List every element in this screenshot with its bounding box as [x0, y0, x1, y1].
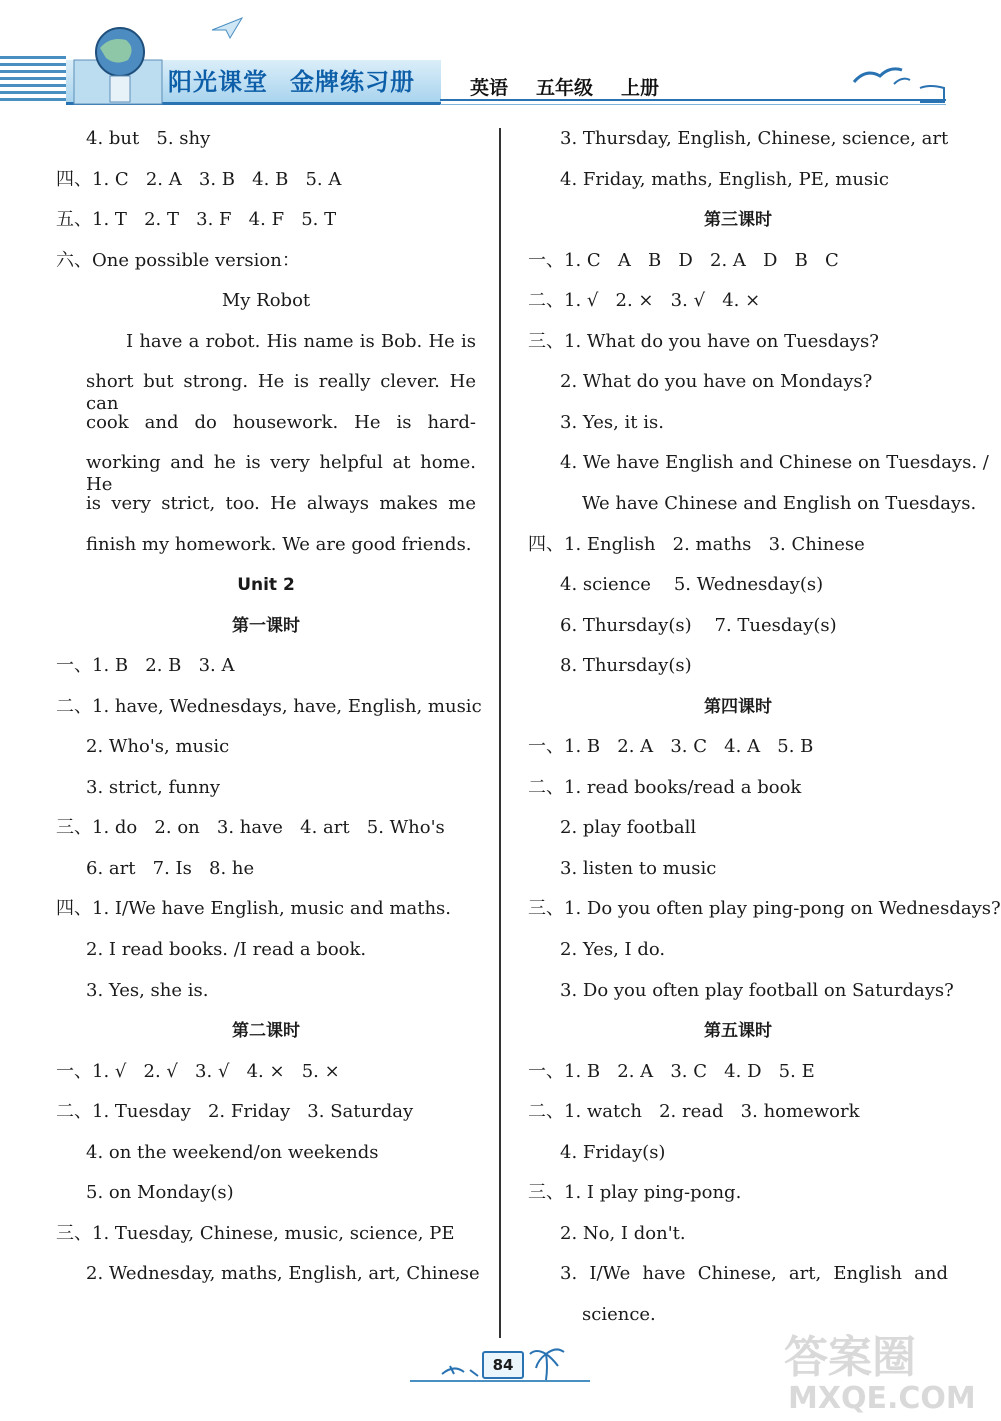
- watermark-logo: [780, 1320, 976, 1416]
- answer-line: 2. Wednesday, maths, English, art, Chinese: [86, 1263, 480, 1285]
- answer-line: finish my homework. We are good friends.: [86, 533, 472, 555]
- answer-line: 六、One possible version：: [56, 249, 300, 271]
- answer-line: 2. Who's, music: [86, 736, 230, 758]
- answer-line: 6. Thursday(s) 7. Tuesday(s): [560, 614, 837, 636]
- answer-line: 6. art 7. Is 8. he: [86, 857, 255, 879]
- answer-line: 4. science 5. Wednesday(s): [560, 574, 824, 596]
- answer-line: 二、1. read books/read a book: [528, 776, 802, 798]
- globe-icon: [70, 18, 170, 106]
- answer-line: 4. but 5. shy: [86, 128, 211, 149]
- section-heading: 第一课时: [232, 615, 300, 636]
- answer-line: 五、1. T 2. T 3. F 4. F 5. T: [56, 209, 337, 231]
- answer-line: 四、1. C 2. A 3. B 4. B 5. A: [56, 168, 342, 190]
- brand-name: 阳光课堂: [168, 68, 268, 96]
- answer-line: We have Chinese and English on Tuesdays.: [582, 492, 977, 514]
- answer-line: 4. Friday, maths, English, PE, music: [560, 168, 890, 190]
- subject: 英语: [470, 77, 509, 99]
- answer-line: science.: [582, 1303, 656, 1325]
- answer-line: 2. What do you have on Mondays?: [560, 371, 873, 393]
- answer-line: 3. Do you often play football on Saturdays?: [560, 979, 954, 1001]
- answer-line: 一、1. C A B D 2. A D B C: [528, 249, 839, 271]
- answer-line: 二、1. watch 2. read 3. homework: [528, 1101, 860, 1123]
- answer-line: 3. Yes, it is.: [560, 411, 664, 433]
- answer-line: 4. We have English and Chinese on Tuesdays. /: [560, 452, 989, 474]
- footer-flourish-left-icon: [440, 1352, 480, 1382]
- answer-line: 二、1. √ 2. × 3. √ 4. ×: [528, 290, 761, 312]
- answer-line: I have a robot. His name is Bob. He is: [126, 330, 476, 352]
- answer-line: working and he is very helpful at home. He: [86, 452, 476, 496]
- answer-line: is very strict, too. He always makes me: [86, 492, 476, 514]
- section-heading: 第四课时: [704, 696, 772, 717]
- answer-line: 2. Yes, I do.: [560, 939, 666, 960]
- answer-line: 一、1. B 2. A 3. C 4. A 5. B: [528, 736, 814, 758]
- answer-line: 3. I/We have Chinese, art, English and: [560, 1263, 948, 1285]
- answer-line: 3. strict, funny: [86, 776, 221, 798]
- page-header: [0, 0, 960, 118]
- answer-line: 4. Friday(s): [560, 1141, 666, 1163]
- answer-line: 3. Thursday, English, Chinese, science, art: [560, 128, 949, 149]
- answer-line: 一、1. √ 2. √ 3. √ 4. × 5. ×: [56, 1060, 340, 1082]
- answer-line: 三、1. do 2. on 3. have 4. art 5. Who's: [56, 817, 445, 839]
- answer-line: 三、1. What do you have on Tuesdays?: [528, 330, 879, 352]
- subject-info: [470, 73, 687, 100]
- answer-line: My Robot: [221, 290, 311, 312]
- svg-text:MXQE.COM: MXQE.COM: [788, 1381, 976, 1416]
- footer-rule: [410, 1380, 590, 1382]
- answer-line: 三、1. Tuesday, Chinese, music, science, PE: [56, 1222, 455, 1244]
- answer-line: 4. on the weekend/on weekends: [86, 1141, 379, 1163]
- answer-line: short but strong. He is really clever. He can: [86, 371, 476, 415]
- series-name: 金牌练习册: [290, 68, 415, 96]
- answer-line: 三、1. Do you often play ping-pong on Wednesdays?: [528, 898, 1001, 920]
- palm-tree-icon: [528, 1342, 568, 1382]
- svg-text:答案圈: 答案圈: [784, 1332, 916, 1383]
- series-title: [168, 62, 437, 97]
- grade: 五年级: [536, 77, 594, 99]
- answer-line: 三、1. I play ping-pong.: [528, 1182, 742, 1204]
- answer-line: 四、1. English 2. maths 3. Chinese: [528, 533, 865, 555]
- section-heading: 第三课时: [704, 210, 772, 231]
- answer-line: 2. play football: [560, 817, 697, 839]
- answer-line: 一、1. B 2. B 3. A: [56, 655, 235, 677]
- answer-line: 3. Yes, she is.: [86, 979, 209, 1001]
- section-heading: 第二课时: [232, 1021, 300, 1042]
- answer-line: 2. I read books. /I read a book.: [86, 939, 367, 960]
- answer-line: 8. Thursday(s): [560, 655, 692, 677]
- header-stripes: [0, 56, 66, 102]
- answer-line: 5. on Monday(s): [86, 1182, 234, 1204]
- volume: 上册: [621, 77, 660, 99]
- answer-line: 一、1. B 2. A 3. C 4. D 5. E: [528, 1060, 815, 1082]
- page-number: 84: [482, 1351, 524, 1379]
- birds-icon: [850, 58, 950, 108]
- paper-plane-icon: [210, 16, 244, 40]
- section-heading: 第五课时: [704, 1021, 772, 1042]
- section-heading: Unit 2: [237, 575, 295, 596]
- column-divider: [499, 128, 501, 1338]
- answer-line: 二、1. have, Wednesdays, have, English, music: [56, 695, 482, 717]
- answer-line: cook and do housework. He is hard-: [86, 411, 476, 433]
- answer-line: 2. No, I don't.: [560, 1222, 686, 1244]
- answer-line: 3. listen to music: [560, 857, 717, 879]
- answer-line: 四、1. I/We have English, music and maths.: [56, 898, 451, 920]
- answer-line: 二、1. Tuesday 2. Friday 3. Saturday: [56, 1101, 414, 1123]
